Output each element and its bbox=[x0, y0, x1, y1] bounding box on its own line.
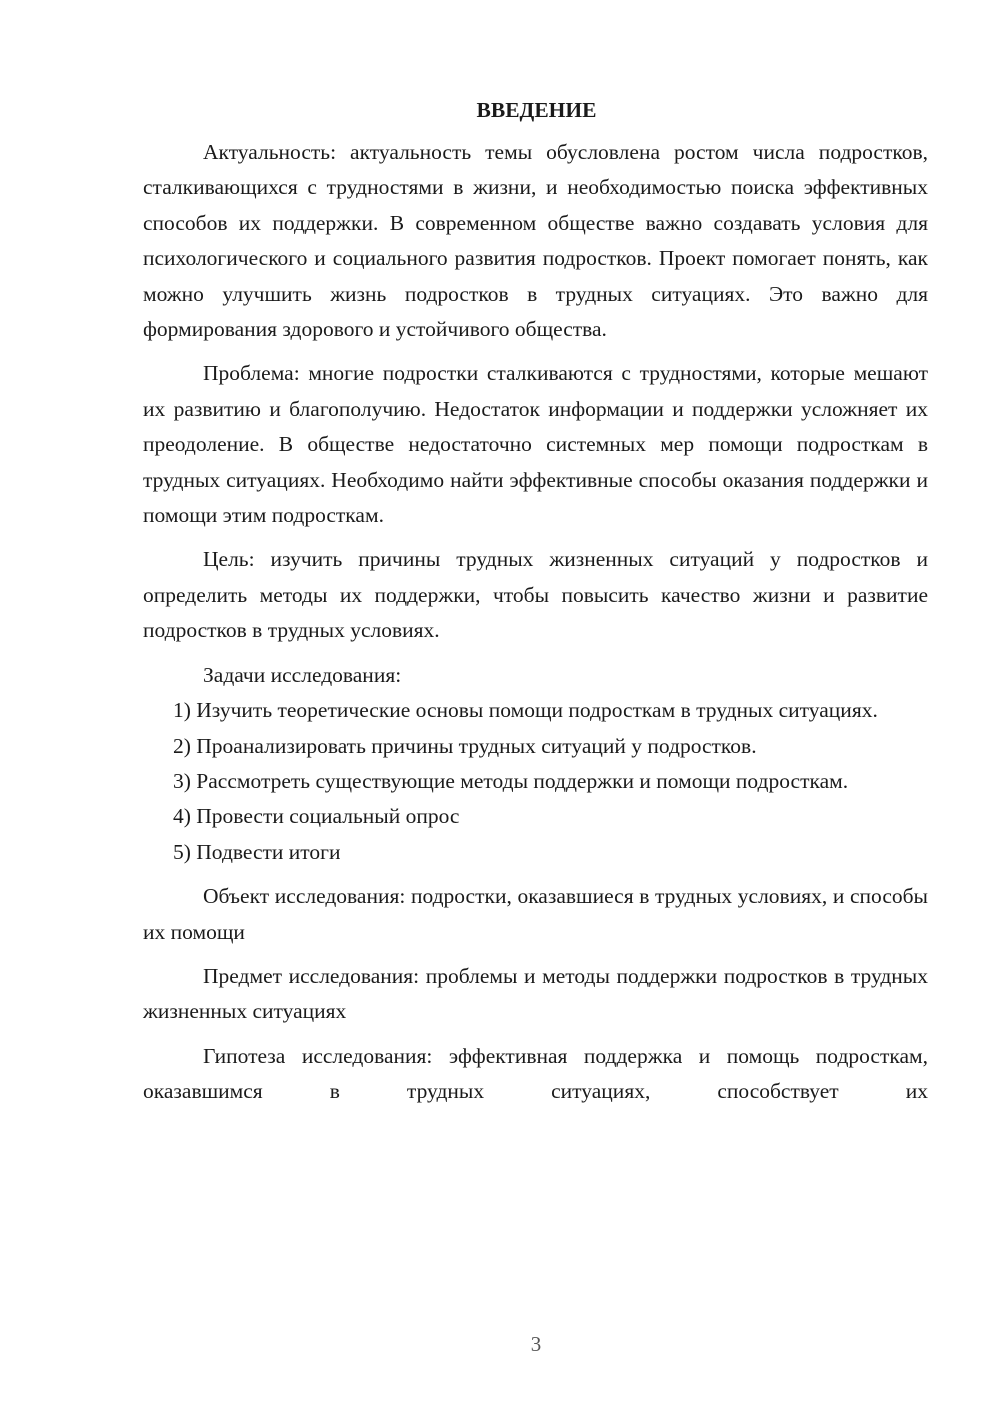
section-heading: ВВЕДЕНИЕ bbox=[476, 98, 597, 122]
task-item-4: 4) Провести социальный опрос bbox=[173, 804, 460, 829]
paragraph-hypothesis: Гипотеза исследования: эффективная поддержка и помощь подросткам, оказавшимся в трудных ситуациях, способствует их bbox=[143, 1043, 928, 1104]
paragraph-problem: Проблема: многие подростки сталкиваются с трудностями, которые мешают их развитию и благополучию. Недостаток информации и поддержки усложняет их преодоление. В обществе недостаточно системных мер помощи подросткам в трудных ситуациях. Необходимо найти эффективные способы оказания поддержки и помощи этим подросткам. bbox=[143, 361, 928, 528]
paragraph-subject: Предмет исследования: проблемы и методы поддержки подростков в трудных жизненных ситуациях bbox=[143, 963, 928, 1024]
paragraph-goal: Цель: изучить причины трудных жизненных ситуаций у подростков и определить методы их поддержки, чтобы повысить качество жизни и развитие подростков в трудных условиях. bbox=[143, 547, 928, 643]
task-item-3: 3) Рассмотреть существующие методы поддержки и помощи подросткам. bbox=[173, 768, 849, 793]
task-item-1: 1) Изучить теоретические основы помощи подросткам в трудных ситуациях. bbox=[173, 698, 878, 723]
page-content bbox=[143, 93, 928, 1110]
page-number: 3 bbox=[530, 1332, 542, 1356]
paragraph-relevance: Актуальность: актуальность темы обусловлена ростом числа подростков, сталкивающихся с трудностями в жизни, и необходимостью поиска эффективных способов их поддержки. В современном обществе важно создавать условия для психологического и социального развития подростков. Проект помогает понять, как можно улучшить жизнь подростков в трудных ситуациях. Это важно для формирования здорового и устойчивого общества. bbox=[143, 140, 928, 342]
task-item-5: 5) Подвести итоги bbox=[173, 839, 341, 864]
paragraph-object: Объект исследования: подростки, оказавшиеся в трудных условиях, и способы их помощи bbox=[143, 884, 928, 944]
task-item-2: 2) Проанализировать причины трудных ситуаций у подростков. bbox=[173, 733, 757, 758]
tasks-title: Задачи исследования: bbox=[203, 662, 402, 687]
